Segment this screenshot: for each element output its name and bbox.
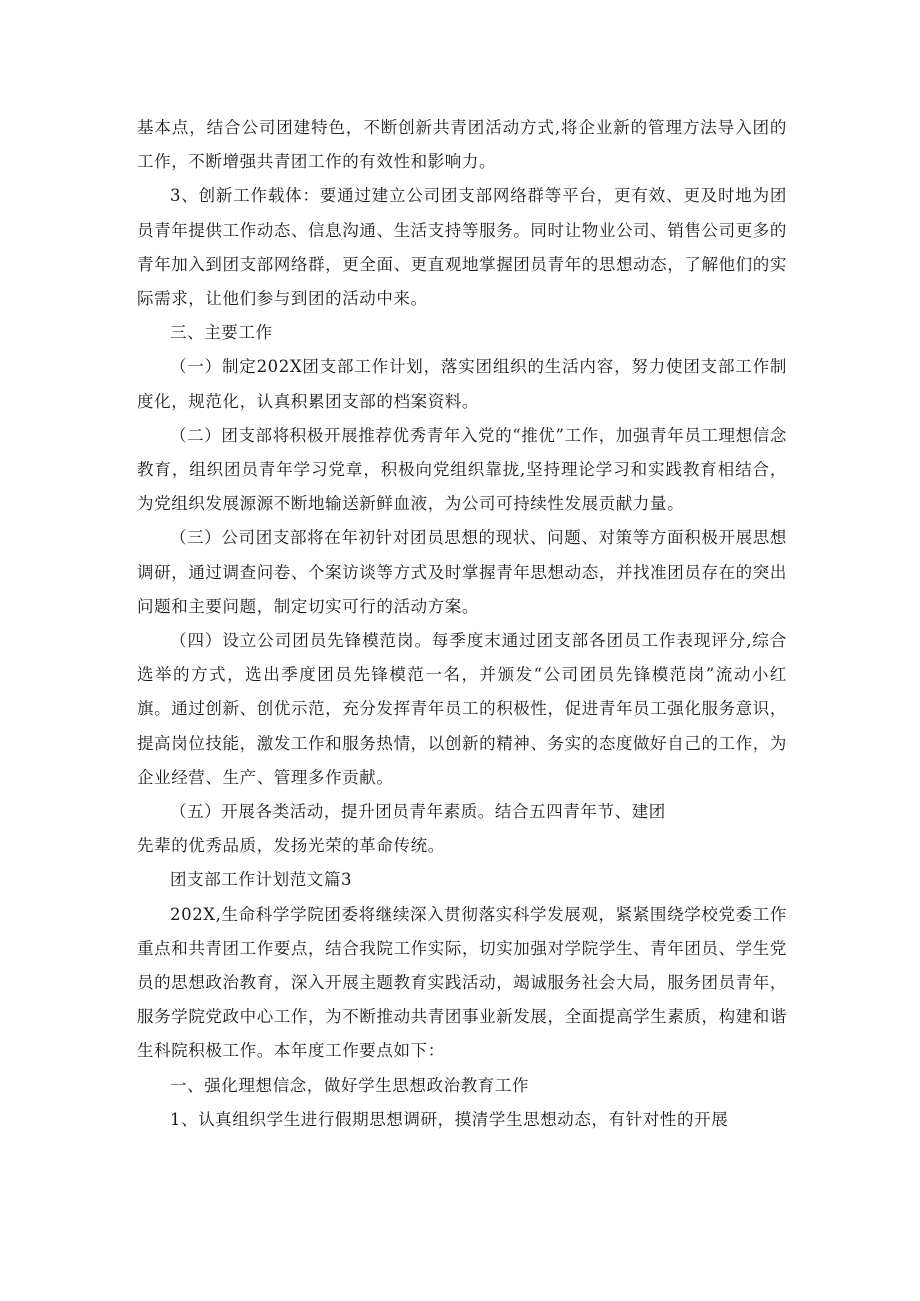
paragraph-7: （四）设立公司团员先锋模范岗。每季度末通过团支部各团员工作表现评分,综合选举的方式，选出季度团员先锋模范一名，并颁发“公司团员先锋模范岗”流动小红旗。通过创新、创优示范，充分发挥青年员工的积极性，促进青年员工强化服务意识，提高岗位技能，激发工作和服务热情，以创新的精神、务实的态度做好自己的工作，为企业经营、生产、管理多作贡献。 — [137, 631, 787, 787]
document-body — [137, 111, 787, 1137]
paragraph-6: （三）公司团支部将在年初针对团员思想的现状、问题、对策等方面积极开展思想调研，通过调查问卷、个案访谈等方式及时掌握青年思想动态，并找准团员存在的突出问题和主要问题，制定切实可行的活动方案。 — [137, 528, 787, 616]
paragraph-9: 先辈的优秀品质，发扬光荣的革命传统。 — [137, 836, 445, 856]
paragraph-1: 基本点，结合公司团建特色，不断创新共青团活动方式,将企业新的管理方法导入团的工作，不断增强共青团工作的有效性和影响力。 — [137, 118, 787, 172]
paragraph-11: 202X,生命科学学院团委将继续深入贯彻落实科学发展观，紧紧围绕学校党委工作重点和共青团工作要点，结合我院工作实际，切实加强对学院学生、青年团员、学生党员的思想政治教育，深入开展主题教育实践活动，竭诚服务社会大局，服务团员青年，服务学院党政中心工作，为不断推动共青团事业新发展，全面提高学生素质，构建和谐生科院积极工作。本年度工作要点如下： — [137, 904, 787, 1061]
section-heading-main-work: 三、主要工作 — [170, 323, 273, 343]
paragraph-2: 3、创新工作载体：要通过建立公司团支部网络群等平台，更有效、更及时地为团员青年提供工作动态、信息沟通、生活支持等服务。同时让物业公司、销售公司更多的青年加入到团支部网络群，更全面、更直观地掌握团员青年的思想动态，了解他们的实际需求，让他们参与到团的活动中来。 — [137, 186, 787, 309]
section-heading-ideals: 一、强化理想信念，做好学生思想政治教育工作 — [170, 1075, 530, 1095]
paragraph-5: （二）团支部将积极开展推荐优秀青年入党的“推优”工作，加强青年员工理想信念教育，组织团员青年学习党章，积极向党组织靠拢,坚持理论学习和实践教育相结合，为党组织发展源源不断地输送新鲜血液，为公司可持续性发展贡献力量。 — [137, 425, 787, 514]
section-title-example-3: 团支部工作计划范文篇3 — [170, 870, 353, 890]
paragraph-8: （五）开展各类活动，提升团员青年素质。结合五四青年节、建团 — [170, 802, 666, 822]
paragraph-13: 1、认真组织学生进行假期思想调研，摸清学生思想动态，有针对性的开展 — [170, 1109, 729, 1129]
paragraph-4: （一）制定202X团支部工作计划，落实团组织的生活内容，努力使团支部工作制度化，规范化，认真积累团支部的档案资料。 — [137, 357, 787, 411]
